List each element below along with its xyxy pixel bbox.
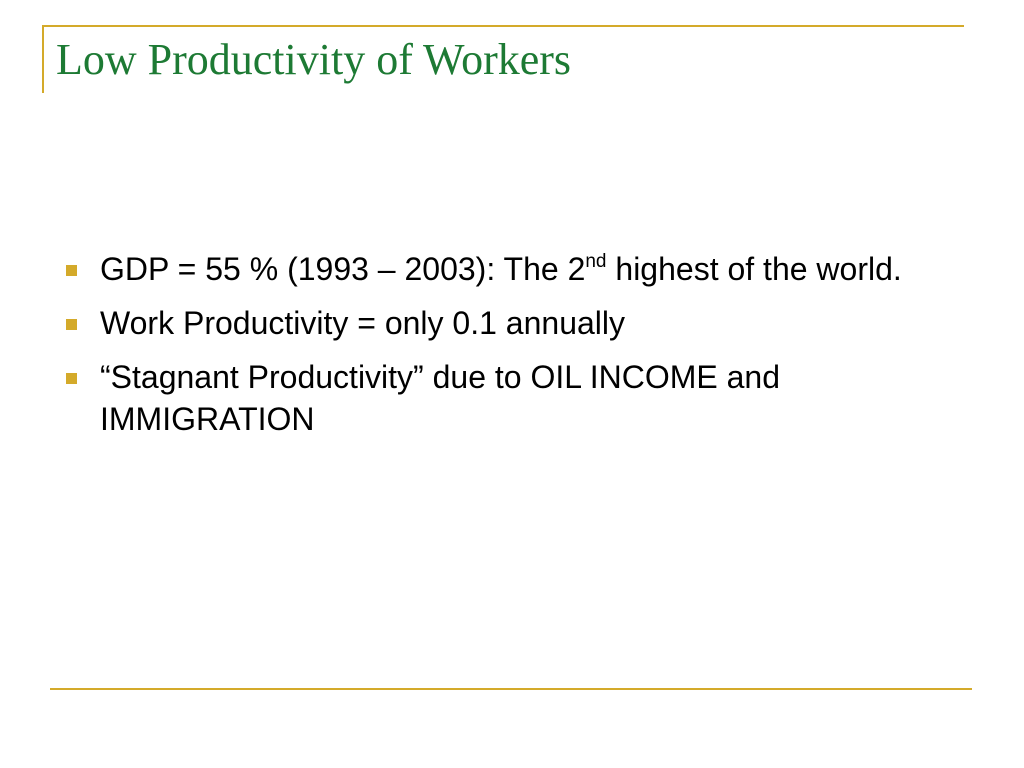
square-bullet-icon	[66, 319, 77, 330]
slide-title: Low Productivity of Workers	[56, 35, 572, 84]
bullet-item-stagnant-productivity	[66, 356, 946, 440]
footer-accent-line	[50, 688, 972, 690]
bullet-text-stagnant-productivity: “Stagnant Productivity” due to OIL INCOME and IMMIGRATION	[100, 359, 781, 437]
title-accent-vertical-line	[42, 25, 44, 93]
bullet-text-gdp-superscript: nd	[585, 251, 607, 272]
title-accent-horizontal-line	[42, 25, 964, 27]
square-bullet-icon	[66, 265, 77, 276]
bullet-item-work-productivity	[66, 302, 946, 344]
bullet-item-gdp	[66, 248, 946, 290]
bullet-text-gdp-pre: GDP = 55 % (1993 – 2003): The 2	[100, 251, 586, 287]
bullet-text-work-productivity: Work Productivity = only 0.1 annually	[100, 305, 625, 341]
square-bullet-icon	[66, 373, 77, 384]
bullet-text-gdp-post: highest of the world.	[606, 251, 902, 287]
bullet-list	[66, 248, 946, 452]
